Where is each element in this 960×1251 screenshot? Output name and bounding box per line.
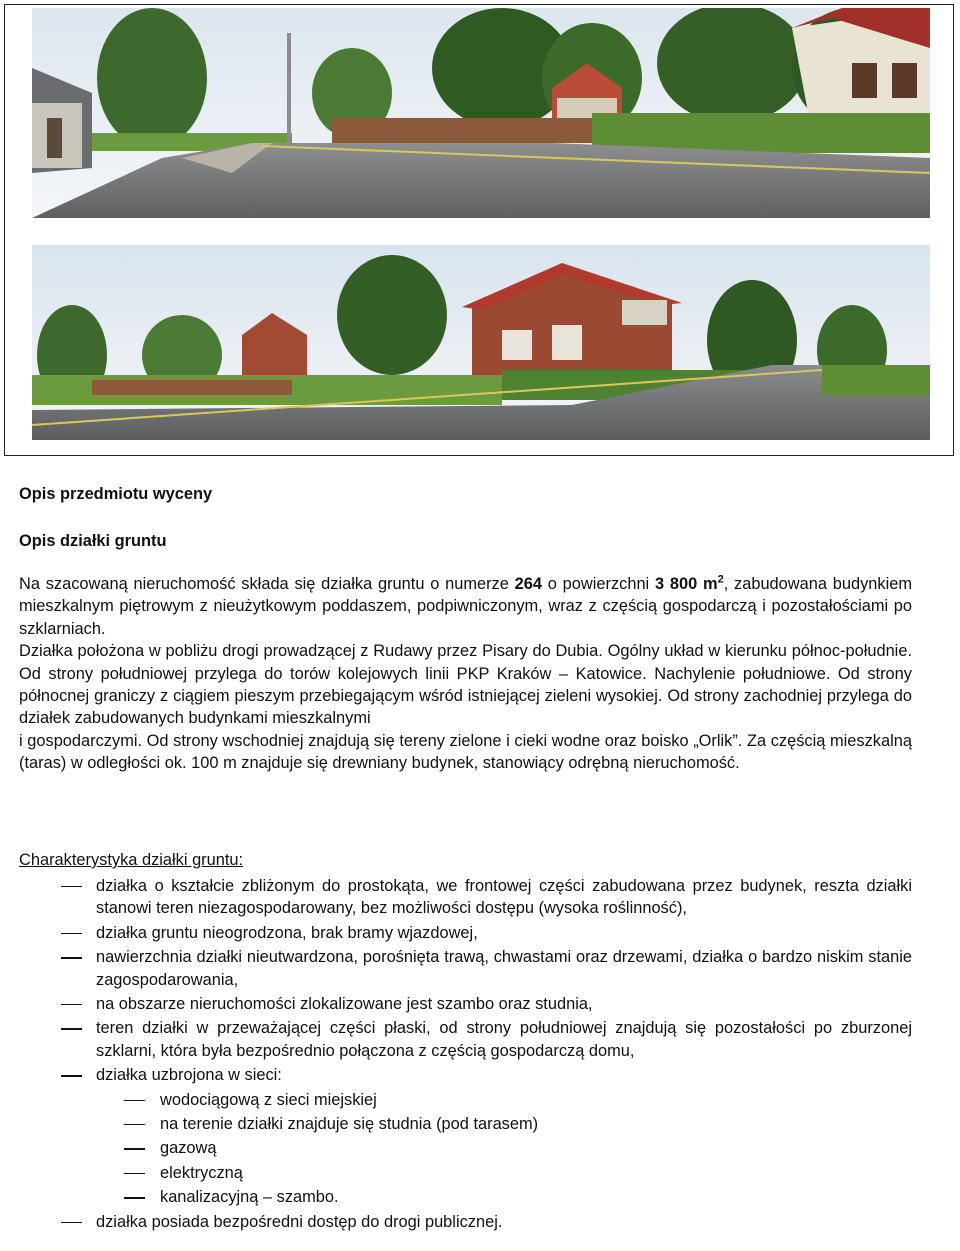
characteristics-list xyxy=(19,875,912,1235)
plot-number: 264 xyxy=(514,575,542,593)
utility-item: elektryczną xyxy=(96,1162,912,1184)
plot-area: 3 800 $m^2$ xyxy=(654,573,724,593)
heading-subject: Opis przedmiotu wyceny xyxy=(19,485,213,503)
description-paragraph-1: Na szacowaną nieruchomość składa się działka gruntu o numerze 264 o powierzchni 3 800 $m^2$, zabudowana budynkiem mieszkalnym piętrowym z nieużytkowym poddaszem, podpiwniczonym, wraz z częścią gospodarczą i pozostałościami po szklarniach. xyxy=(19,573,913,638)
utility-item: wodociągową z sieci miejskiej xyxy=(96,1089,912,1111)
description xyxy=(19,573,912,775)
panorama-photo-2 xyxy=(32,245,930,440)
list-item: działka posiada bezpośredni dostęp do drogi publicznej. xyxy=(19,1211,912,1233)
list-item: działka gruntu nieogrodzona, brak bramy wjazdowej, xyxy=(19,922,912,944)
description-paragraph-2: Działka położona w pobliżu drogi prowadzącej z Rudawy przez Pisary do Dubia. Ogólny układ w kierunku północ-południe. Od strony południowej przylega do torów kolejowych linii PKP Kraków – Katowice. Nachylenie południowe. Od strony północnej graniczy z ciągiem pieszym przebiegającym wśród istniejącej zieleni wysokiej. Od strony zachodniej przylega do działek zabudowanych budynkami mieszkalnymi xyxy=(19,642,912,728)
list-item: nawierzchnia działki nieutwardzona, porośnięta trawą, chwastami oraz drzewami, działka o bardzo niskim stanie zagospodarowania, xyxy=(19,946,912,991)
description-paragraph-3: i gospodarczymi. Od strony wschodniej znajdują się tereny zielone i cieki wodne oraz boisko „Orlik”. Za częścią mieszkalną (taras) w odległości ok. 100 m znajduje się drewniany budynek, stanowiący odrębną nieruchomość. xyxy=(19,731,912,773)
list-item: działka o kształcie zbliżonym do prostokąta, we frontowej części zabudowana przez budynek, reszta działki stanowi teren niezagospodarowany, bez możliwości dostępu (wysoka roślinność), xyxy=(19,875,912,920)
utility-item: kanalizacyjną – szambo. xyxy=(96,1186,912,1208)
heading-plot: Opis działki gruntu xyxy=(19,532,167,550)
utility-item: gazową xyxy=(96,1137,912,1159)
list-item-utilities: działka uzbrojona w sieci: wodociągową z sieci miejskiej na terenie działki znajduje się studnia (pod tarasem) gazową elektryczną kanalizacyjną – szambo. xyxy=(19,1064,912,1208)
characteristics-title: Charakterystyka działki gruntu: xyxy=(19,851,244,869)
list-item: na obszarze nieruchomości zlokalizowane jest szambo oraz studnia, xyxy=(19,993,912,1015)
photo-frame xyxy=(4,4,954,456)
utilities-list xyxy=(96,1089,912,1209)
list-item: teren działki w przeważającej części płaski, od strony południowej znajdują się pozostałości po zburzonej szklarni, która była bezpośrednio połączona z częścią gospodarczą domu, xyxy=(19,1017,912,1062)
panorama-photo-1 xyxy=(32,8,930,218)
utility-item: na terenie działki znajduje się studnia (pod tarasem) xyxy=(96,1113,912,1135)
